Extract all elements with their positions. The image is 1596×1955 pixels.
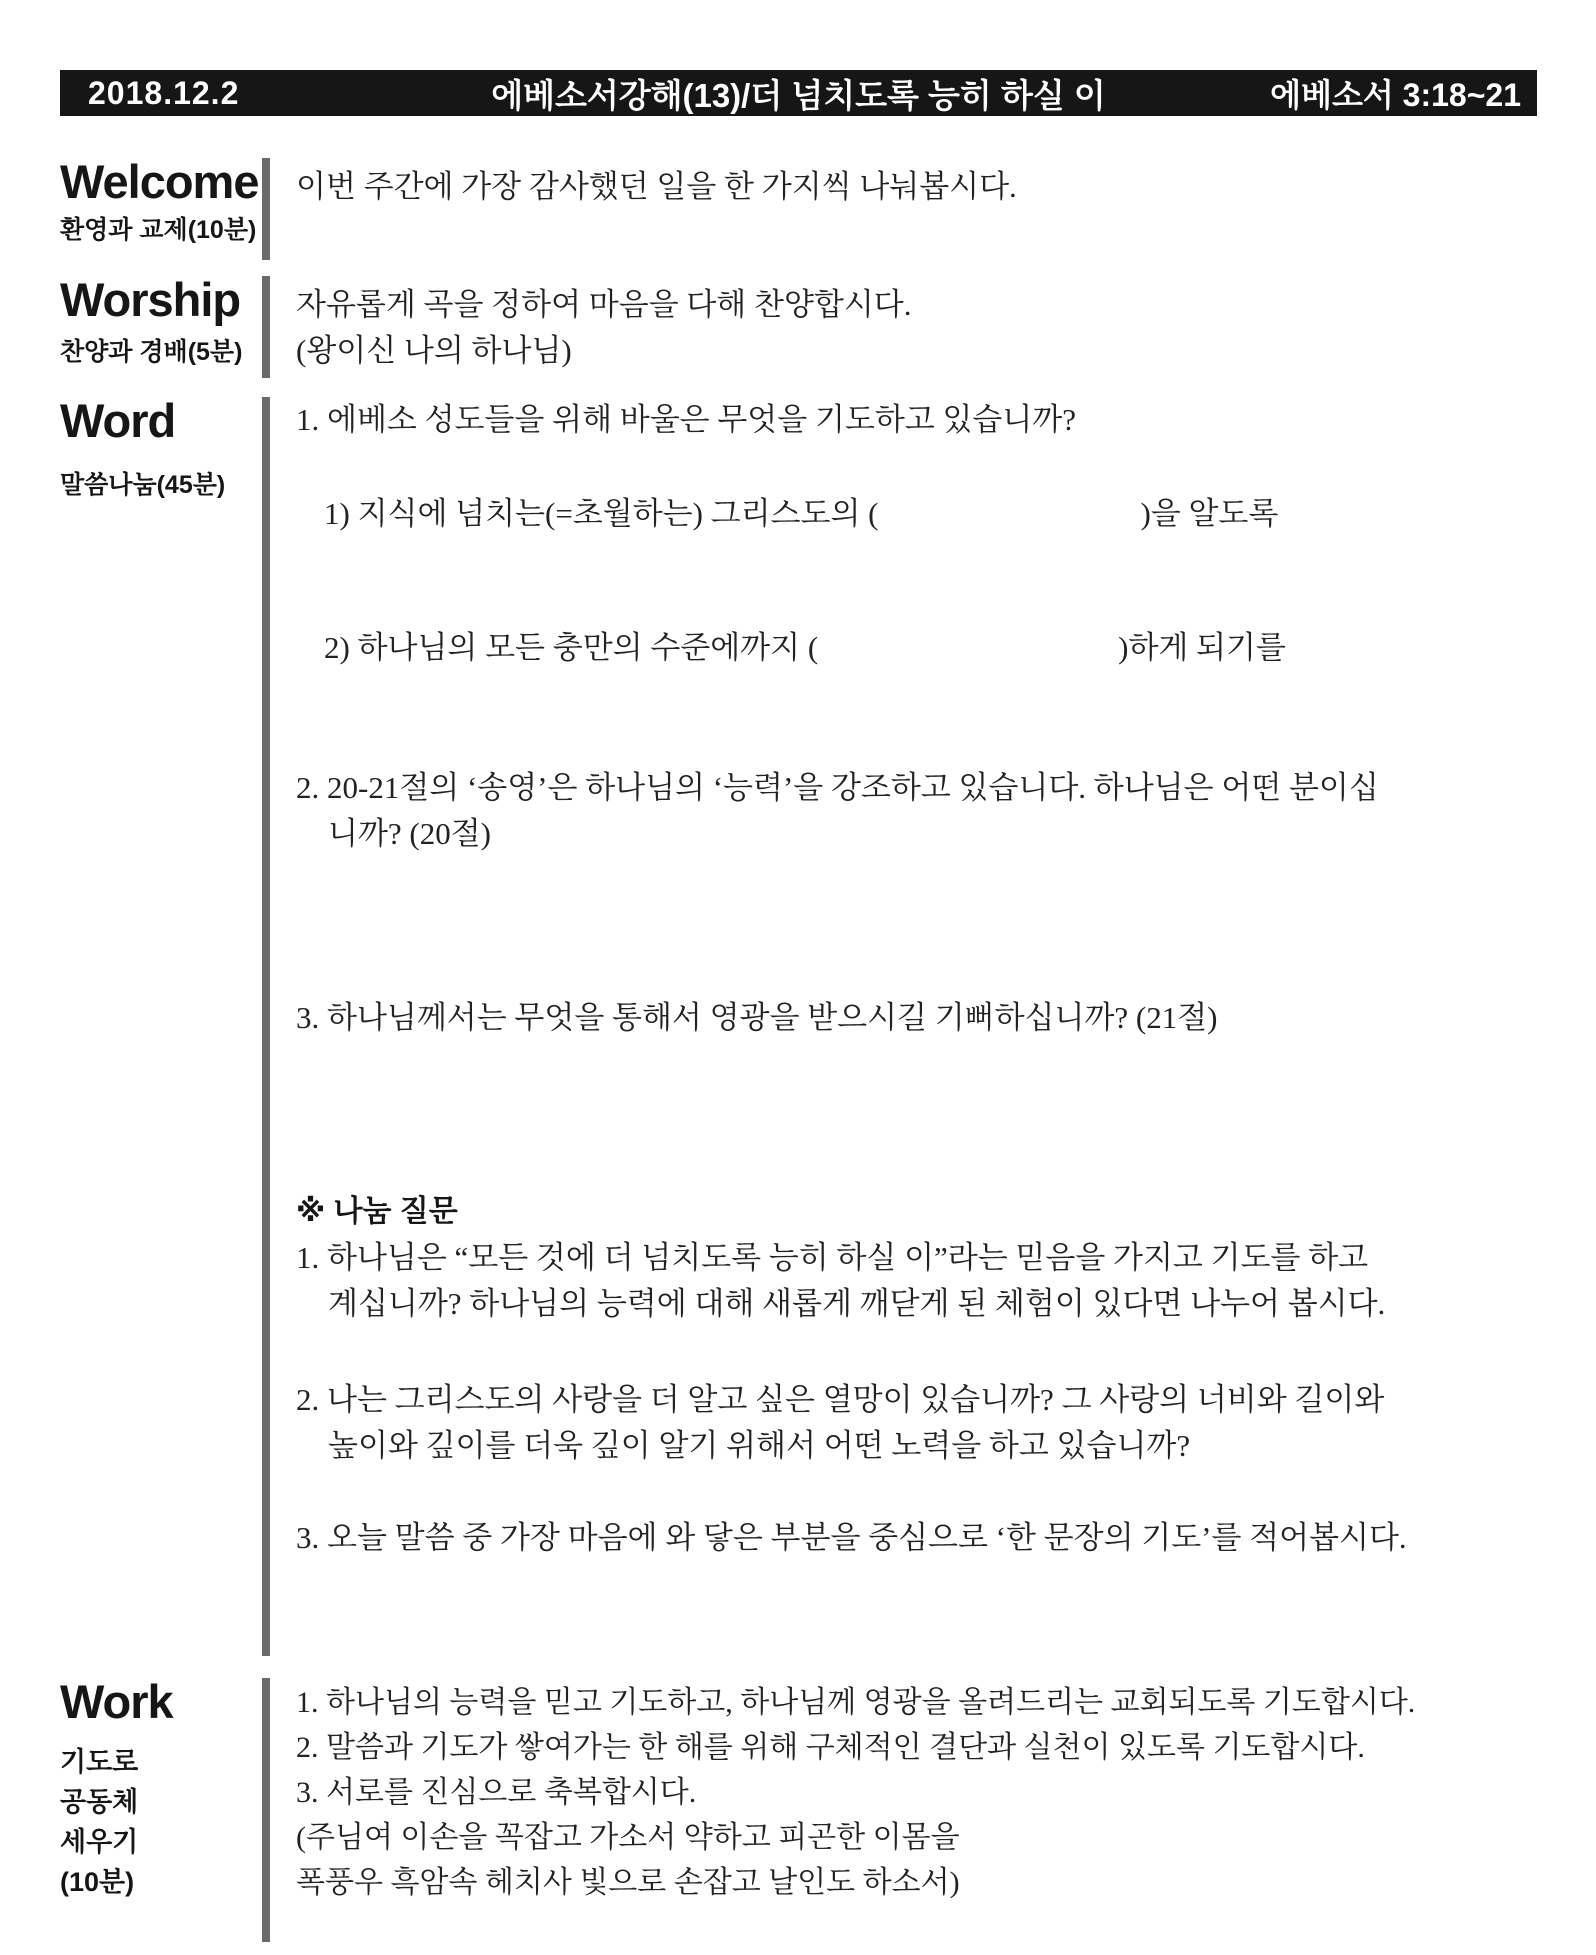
sharing-question-2-line-2: 높이와 깊이를 더욱 깊이 알기 위해서 어떤 노력을 하고 있습니까? (328, 1428, 1191, 1463)
word-question-1: 1. 에베소 성도들을 위해 바울은 무엇을 기도하고 있습니까? (296, 402, 1077, 437)
welcome-label-column (60, 155, 262, 260)
work-subtitle-line-4: (10분) (60, 1866, 135, 1897)
worship-divider-bar (262, 276, 270, 378)
work-line-2: 2. 말씀과 기도가 쌓여가는 한 해를 위해 구체적인 결단과 실천이 있도록 기도합시다. (296, 1731, 1365, 1764)
sharing-question-2 (296, 1377, 1537, 1469)
sharing-question-1 (296, 1235, 1537, 1327)
work-subtitle-line-2: 공동체 (60, 1786, 139, 1817)
worship-heading: Worship (60, 273, 241, 326)
sub1-text-before-blank: 1) 지식에 넘치는(=초월하는) 그리스도의 ( (324, 496, 879, 531)
word-question-1-sub-2 (324, 625, 1537, 671)
sharing-questions-title: ※ 나눔 질문 (296, 1195, 458, 1228)
work-content (270, 1678, 1537, 1942)
section-welcome (60, 155, 1537, 260)
word-label-column (60, 394, 262, 1656)
worship-line-2: (왕이신 나의 하나님) (296, 333, 572, 368)
work-subtitle-line-3: 세우기 (60, 1826, 139, 1857)
header-bar (60, 70, 1537, 116)
work-line-1: 1. 하나님의 능력을 믿고 기도하고, 하나님께 영광을 올려드리는 교회되도록 기도합시다. (296, 1686, 1416, 1719)
welcome-line: 이번 주간에 가장 감사했던 일을 한 가지씩 나눠봅시다. (296, 169, 1017, 204)
sub2-text-before-blank: 2) 하나님의 모든 충만의 수준에까지 ( (324, 630, 819, 665)
welcome-subtitle: 환영과 교제(10분) (60, 215, 257, 244)
section-work (60, 1675, 1537, 1942)
word-question-2 (296, 765, 1537, 857)
work-line-5: 폭풍우 흑암속 헤치사 빛으로 손잡고 날인도 하소서) (296, 1866, 960, 1899)
header-title: 에베소서강해(13)/더 넘치도록 능히 하실 이 (491, 76, 1106, 114)
header-date: 2018.12.2 (88, 74, 240, 111)
sharing-question-1-line-1: 1. 하나님은 “모든 것에 더 넘치도록 능히 하실 이”라는 믿음을 가지고 기도를 하고 (296, 1240, 1369, 1275)
section-word (60, 394, 1537, 1656)
sharing-question-2-line-1: 2. 나는 그리스도의 사랑을 더 알고 싶은 열망이 있습니까? 그 사랑의 너비와 길이와 (296, 1382, 1385, 1417)
welcome-divider-bar (262, 158, 270, 260)
worship-label-column (60, 273, 262, 378)
welcome-content (270, 158, 1537, 260)
section-worship (60, 273, 1537, 378)
header-scripture-reference: 에베소서 3:18~21 (1270, 77, 1521, 113)
work-divider-bar (262, 1678, 270, 1942)
word-content (270, 397, 1537, 1656)
worship-content (270, 276, 1537, 378)
work-line-4: (주님여 이손을 꼭잡고 가소서 약하고 피곤한 이몸을 (296, 1821, 960, 1854)
word-heading: Word (60, 394, 176, 447)
sharing-question-3: 3. 오늘 말씀 중 가장 마음에 와 닿은 부분을 중심으로 ‘한 문장의 기도’를 적어봅시다. (296, 1520, 1407, 1555)
sub2-text-after-blank: )하게 되기를 (1118, 630, 1286, 665)
word-subtitle: 말씀나눔(45분) (60, 470, 226, 499)
worship-line-1: 자유롭게 곡을 정하여 마음을 다해 찬양합시다. (296, 287, 912, 322)
word-question-3: 3. 하나님께서는 무엇을 통해서 영광을 받으시길 기뻐하십니까? (21절) (296, 1000, 1218, 1035)
work-label-column (60, 1675, 262, 1942)
word-question-2-line-1: 2. 20-21절의 ‘송영’은 하나님의 ‘능력’을 강조하고 있습니다. 하나님은 어떤 분이십 (296, 770, 1379, 805)
work-subtitle (60, 1742, 262, 1902)
sub1-text-after-blank: )을 알도록 (1140, 496, 1279, 531)
work-subtitle-line-1: 기도로 (60, 1746, 139, 1777)
work-heading: Work (60, 1675, 173, 1728)
word-divider-bar (262, 397, 270, 1656)
sharing-question-1-line-2: 계십니까? 하나님의 능력에 대해 새롭게 깨닫게 된 체험이 있다면 나누어 봅시다. (328, 1286, 1386, 1321)
welcome-heading: Welcome (60, 155, 259, 208)
word-question-2-line-2: 니까? (20절) (328, 816, 491, 851)
worship-subtitle: 찬양과 경배(5분) (60, 337, 243, 366)
word-question-1-sub-1 (324, 491, 1537, 537)
work-line-3: 3. 서로를 진심으로 축복합시다. (296, 1776, 697, 1809)
